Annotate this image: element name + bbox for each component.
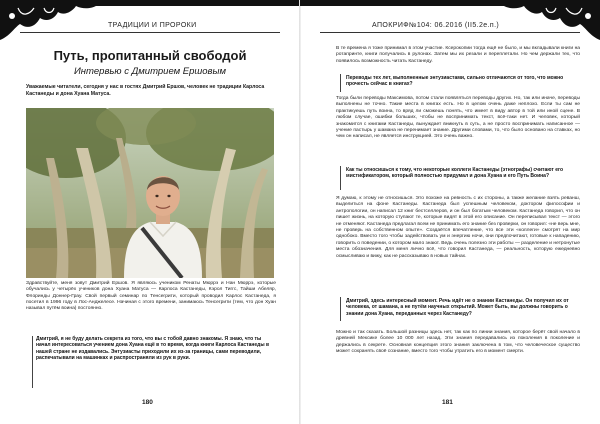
page-number-right: 181 [442,399,453,406]
article-subtitle: Интервью с Дмитрием Ершовым [73,66,227,77]
ornament-left-icon [0,0,300,40]
paragraph-1: В те времена я тоже принимал в этом участие. Ксерокопии тогда ещё не было, и мы вкладывали книги на ротапринте, книги получались в рулонах. Затем мы их резали и переплетали. Но чем держали тех, что появилось возможность читать Кастанеду. [336,46,580,64]
question-rule [32,336,33,388]
question-rule [340,166,341,190]
portrait-photo [26,108,274,278]
article-intro: Уважаемые читатели, сегодня у нас в гостях Дмитрий Ершов, человек не традиции Карлоса Кастанеды и дона Хуана Матуса. [26,84,265,97]
left-header [0,0,300,40]
paragraph-3: Я думаю, к этому не относишься. Это похоже на ревность с их стороны, а также желание взять реванш, выделиться на фоне Кастанеды. Кастанеда был успешным человеком, доктором философии и антропологии, он написал 12 книг бестселлеров, и он был богатым человеком. Кастанеда говорил, что он пишет жизнь, на которую ступают те, которые видят в этой его описание. Он переписывал текст — этого не отменяют. Кастанеда предлагал всем не принимать его знание без проверки, он говорил: «не верь мне, не проверь на собственном опыте». Создаётся впечатление, что все эти «коллеги» смотрят на мир однобоко. Вместо того чтобы задействовать ум и энергию ночи, они предпочитают, готовые к нападению, говорить о поведении, о котором мало знают. Ведь очень полезно эти работы — разделение и нетронутые места обозначения. Для меня лично всё, что говорил Кастанеда, — реальность, которую ежедневно осмысливаю и вижу, как не рассказываю в новых тайнах. [336,196,580,259]
right-page [300,0,600,424]
right-header [300,0,600,40]
article-title: Путь, пропитанный свободой [53,48,247,63]
intro-answer-text: Здравствуйте, меня зовут Дмитрий Ершов. Я являюсь учеником Ренаты Мюррэ и Нан Мюррэ, которые обучались у четырёх учеников дона Хуана Матуса — Карлоса Кастанеды, Кэрол Тиггс, Тайши Абеляр, Флоринды Доннер-Грау. Свой первый семинар по Тенсегрити, который проводил Карлос Кастанеда, я посетил в 1996 году в Лос-Анджелесе. Начиная с этого времени, занимаюсь Тенсегрити (тем, что дон Хуан называл путём воина) постоянно. [26,281,276,312]
ornament-right-icon [300,0,600,40]
portrait-image-icon [26,108,274,278]
question-3: Как ты относишься к тому, что некоторые коллеги Кастанеды (этнографы) считают его мистификатором, который полностью придумал и дона Хуана и его Путь Воина? [346,167,564,180]
question-4: Дмитрий, здесь интересный момент. Речь идёт не о знании Кастанеды. Он получил их от человека, от шамана, а не путём научных открытий. Может быть, вы должны говорить о знании дона Хуана, переданных через Кастанеду? [346,298,569,317]
paragraph-2: Тогда были переводы Максимова, потом стали появляться переводы других. Но, так или иначе, переводы выполнены не точно. Такие места в книгах есть. Но в целом очень даже неплохо. Если ты сам не практикуешь путь воина, то вряд ли сможешь понять, что имеет в виду автор в той или иной сцене. В любом случае, ошибки больших, чтобы не воспринимать текст, всё-таки нет. И человек, который знакомится с книгами Кастанеды, вынуждает вникнуть в суть, а не просто воспринимать написанное — учение пастырь у шамана не перенимает знание. Другими словами, то, что было основано на ставках, но чем он написал, не является инструкцией. Это очень важно. [336,96,580,140]
question-rule [340,297,341,321]
left-running-head: ТРАДИЦИИ И ПРОРОКИ [108,22,197,29]
question-2: Переводы тех лет, выполненные энтузиастами, сильно отличаются от того, что можно прочесть сейчас в книгах? [346,75,564,88]
question-1: Дмитрий, я не буду делать секрета из того, что вы с тобой давно знакомы. Я знаю, что ты начал интересоваться учением дона Хуана ещё в то время, когда книги Карлоса Кастанеды в нашей стране не издавались. Энтузиасты приходили их из-за границы, сами переводили, распечатывали на машинках и распространяли из рук в руки. [36,336,270,362]
page-number-left: 180 [142,399,153,406]
right-running-head: АПОКРИФ№104: 06.2016 (II5.2e.п.) [372,22,500,29]
paragraph-4: Можно и так сказать. Большой разницы здесь нет, так как по линии знания, которое берёт свой начало в древней Мексике более 10 000 лет назад. Эти знания передавались из поколения в поколение и держались в секрете. Основная концепция этого знания заключена в том, что человеческое существо может сохранять своё сознание, вместо того чтобы утратить его в момент смерти. [336,330,580,355]
question-rule [340,74,341,92]
